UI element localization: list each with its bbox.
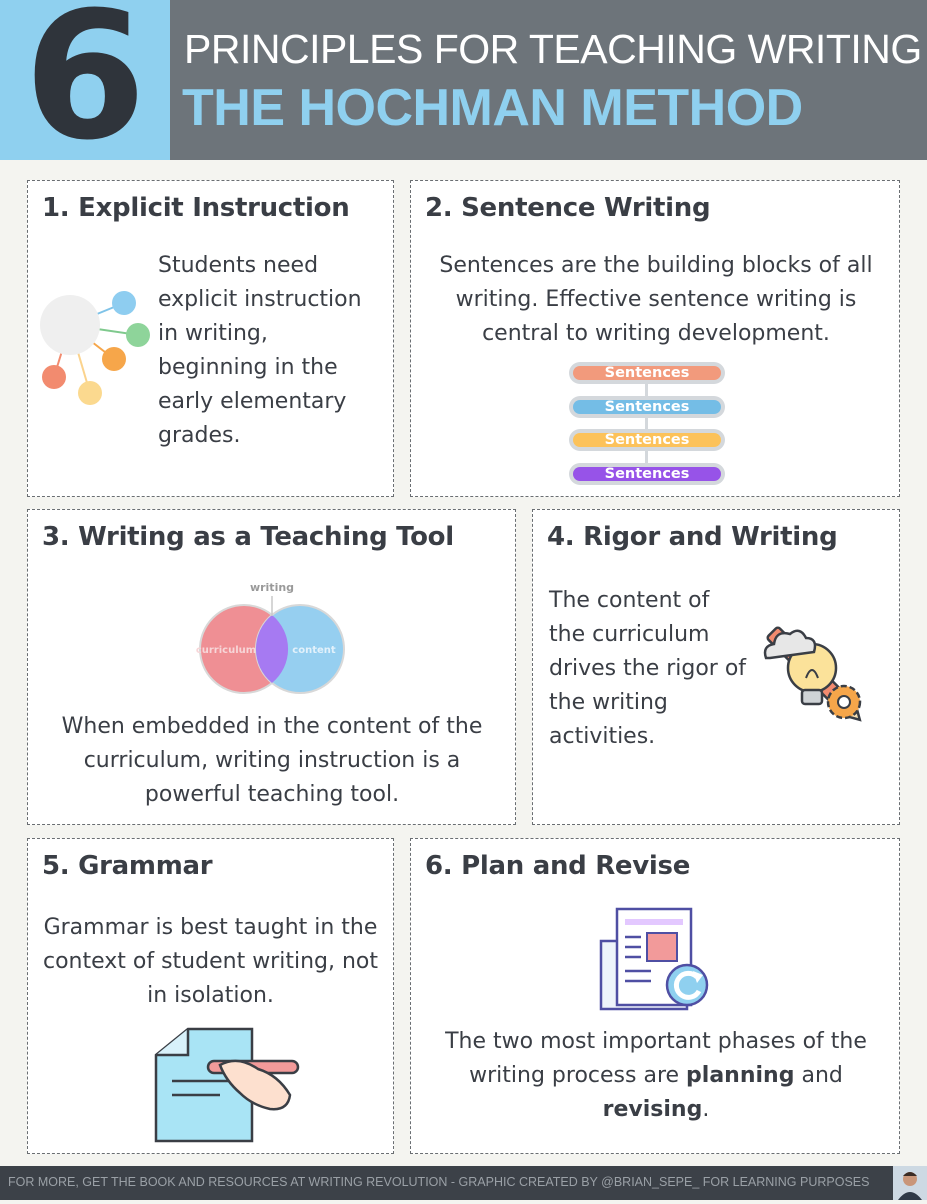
title-panel [170,0,927,160]
principle-title-1: 1. Explicit Instruction [42,193,350,223]
principle-title-2: 2. Sentence Writing [425,193,711,223]
mind-map-icon [34,277,154,417]
principle-card-1 [27,180,394,497]
sentence-stack-icon [569,362,725,490]
hand-writing-paper-icon [148,1025,308,1145]
footer [0,1166,927,1200]
principle-title-4: 4. Rigor and Writing [547,522,838,552]
footer-credit: FOR MORE, GET THE BOOK AND RESOURCES AT WRITING REVOLUTION - GRAPHIC CREATED BY @BRIAN_SEPE_ FOR LEARNING PURPOSES [8,1175,870,1189]
lightbulb-pencil-gear-icon [758,618,874,734]
header [0,0,927,179]
principle-text-5: Grammar is best taught in the context of student writing, not in isolation. [42,915,379,1008]
page-title: PRINCIPLES FOR TEACHING WRITING [184,26,922,72]
principle-count: 6 [23,0,147,179]
principle-count-panel [0,0,170,179]
principle-text-2: Sentences are the building blocks of all writing. Effective sentence writing is central to writing development. [439,253,873,346]
stack-connector [645,372,648,472]
principle-title-5: 5. Grammar [42,851,213,881]
venn-right-label: content [292,645,336,656]
principle-card-3 [27,509,516,825]
principle-card-6 [410,838,900,1154]
principle-text-3: When embedded in the content of the curriculum, writing instruction is a powerful teaching tool. [61,714,483,807]
sentence-bar-1: Sentences [569,362,725,384]
page-subtitle: THE HOCHMAN METHOD [182,79,803,137]
principle-card-2 [410,180,900,497]
venn-diagram-icon [192,576,352,696]
keyword-planning: planning [686,1063,795,1088]
principle-card-5 [27,838,394,1154]
venn-top-label: writing [249,581,295,594]
keyword-revising: revising [602,1097,703,1122]
principle-card-4 [532,509,900,825]
principle-title-6: 6. Plan and Revise [425,851,691,881]
principle-text-4: The content of the curriculum drives the rigor of the writing activities. [549,588,747,749]
principle-title-3: 3. Writing as a Teaching Tool [42,522,454,552]
sentence-bar-3: Sentences [569,429,725,451]
sentence-bar-4: Sentences [569,463,725,485]
document-revise-icon [591,905,721,1015]
principle-text-1: Students need explicit instruction in writing, beginning in the early elementary grades. [158,253,362,448]
sentence-bar-2: Sentences [569,396,725,418]
principle-text-6: The two most important phases of the writing process are planning and revising. [445,1029,867,1122]
venn-left-label: curriculum [195,645,257,656]
author-avatar-icon [893,1166,927,1200]
